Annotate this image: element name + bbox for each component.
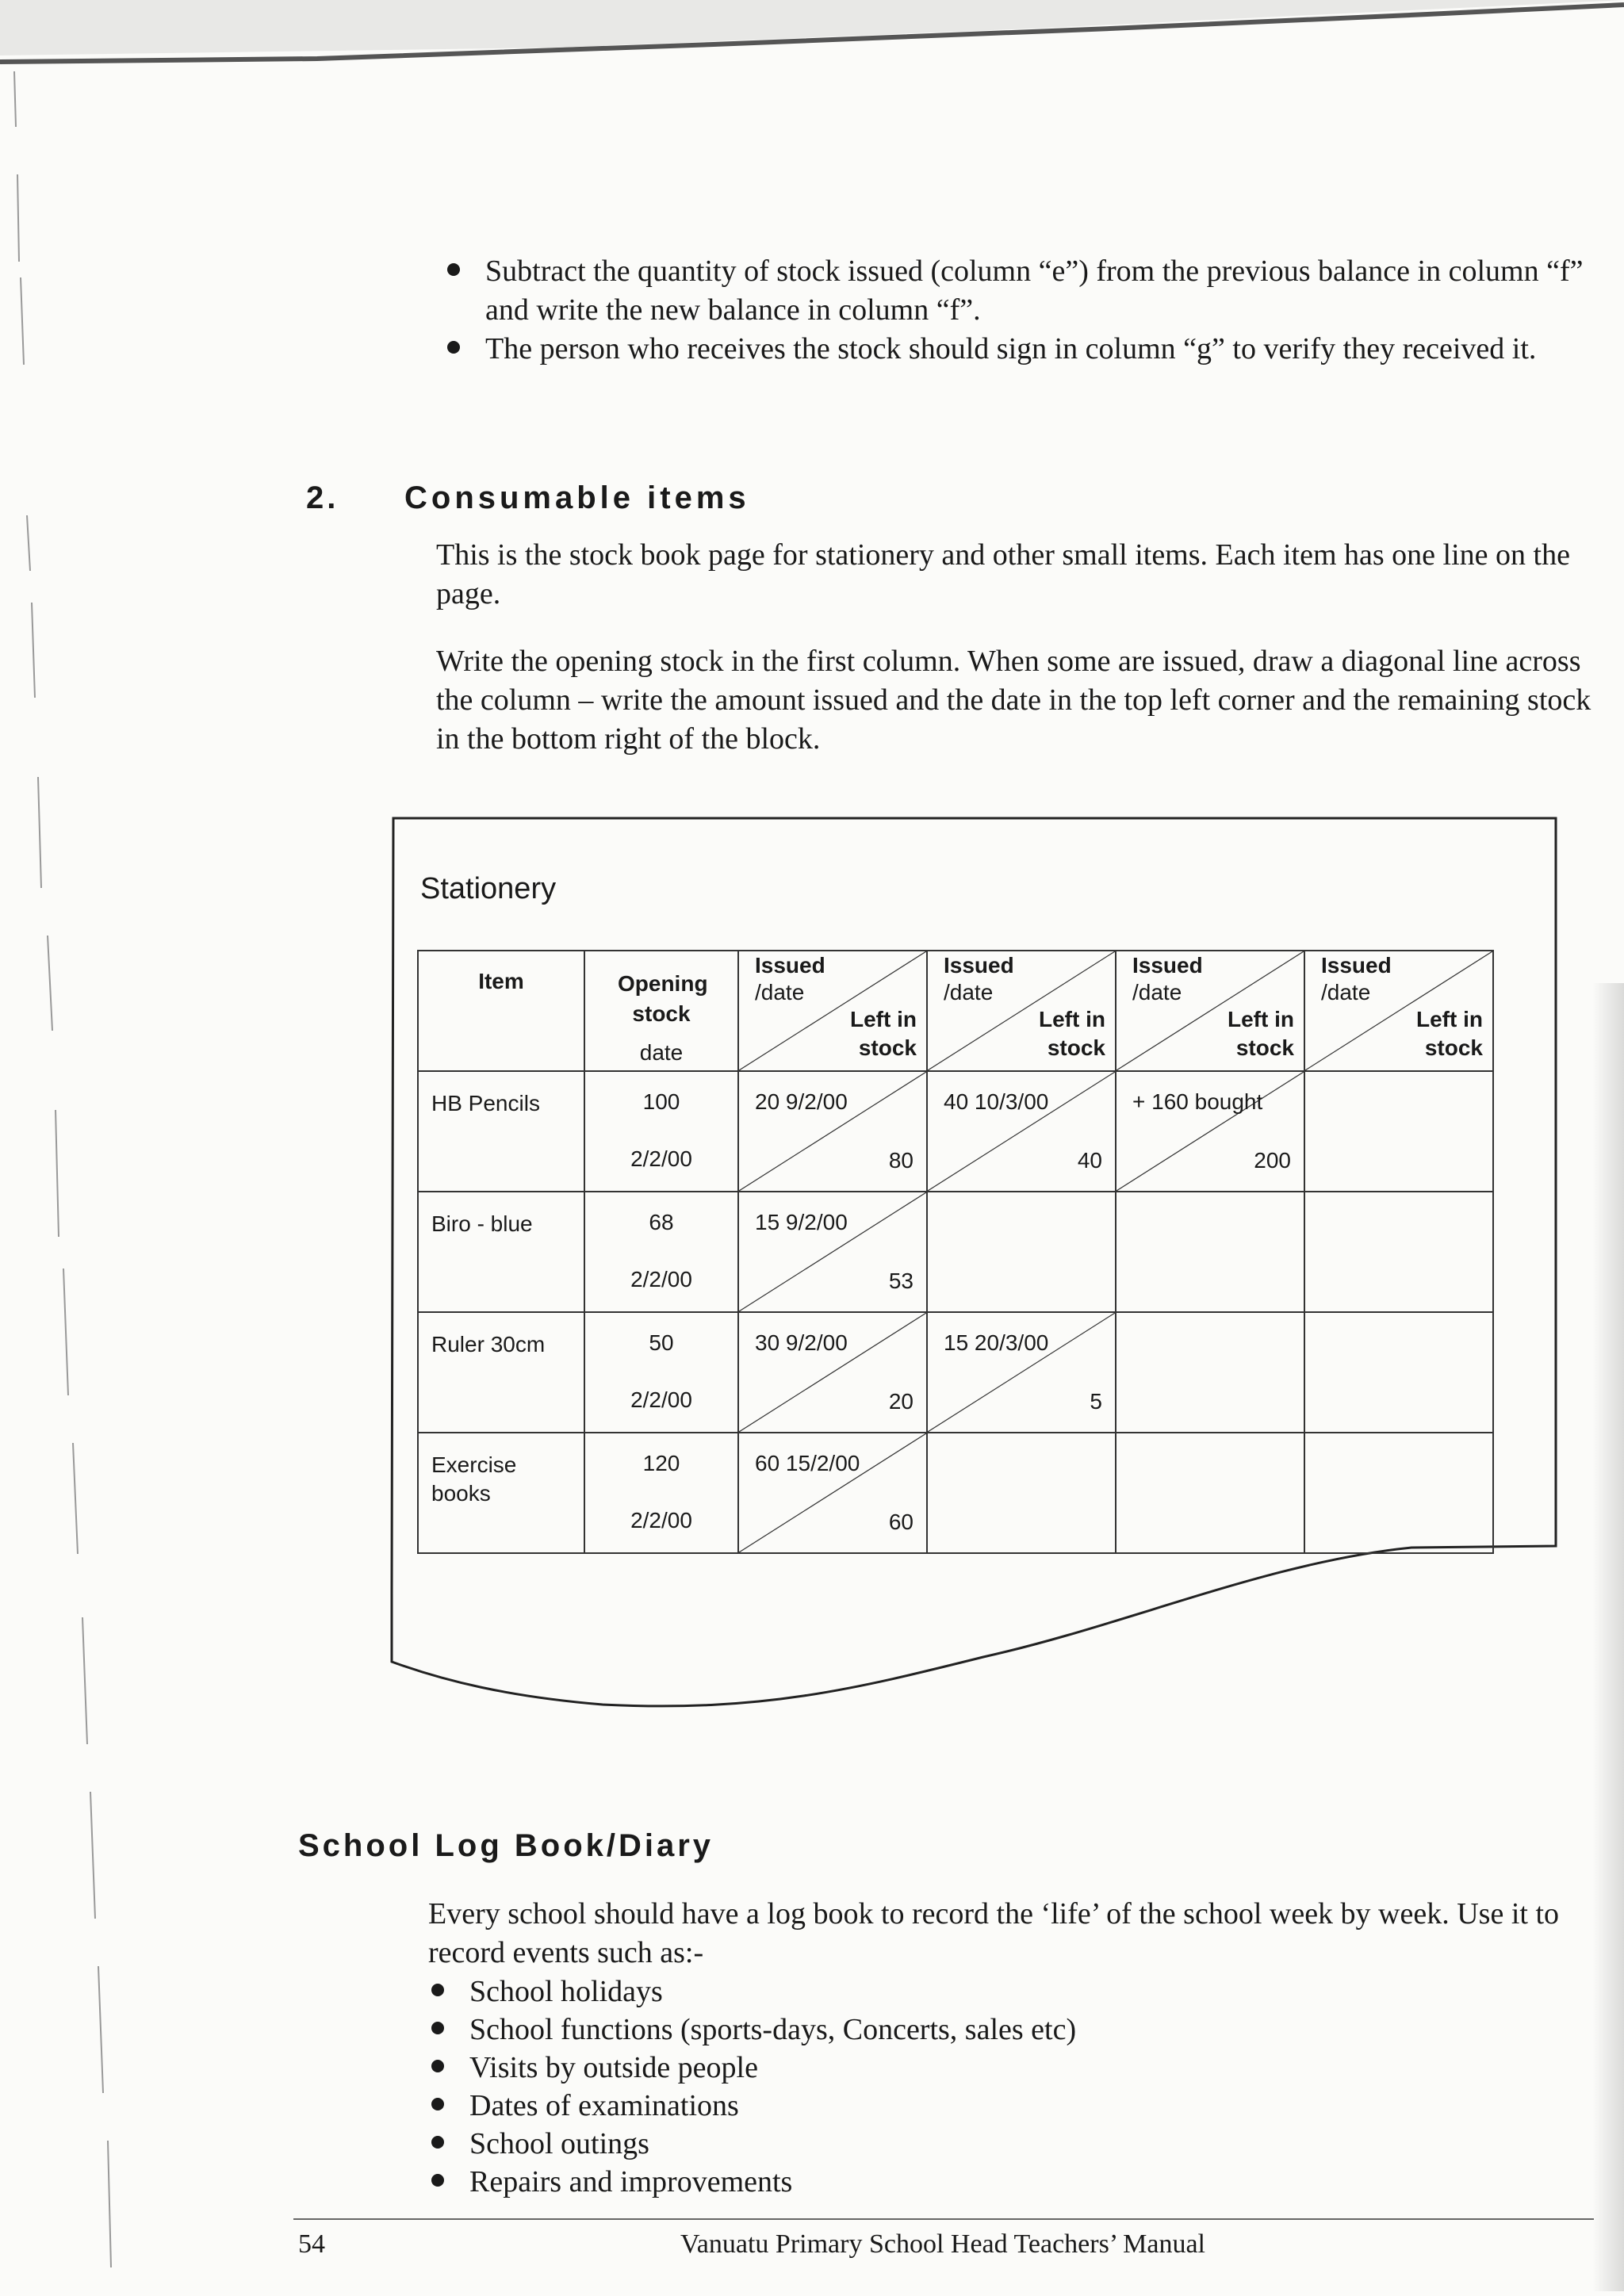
header-issued-2: Issued /date Left in stock (927, 951, 1116, 1071)
section-number: 2. (306, 480, 339, 515)
section-title: Consumable items (404, 480, 750, 515)
list-item: Repairs and improvements (428, 2163, 1586, 2201)
table-row (418, 1433, 1493, 1553)
log-book-intro: Every school should have a log book to record the ‘life’ of the school week by week. Use it to record events such as:- (428, 1897, 1560, 1969)
list-item: The person who receives the stock should sign in column “g” to verify they received it. (444, 330, 1602, 369)
bullet-icon (431, 2098, 444, 2110)
cell-issued (1304, 1071, 1493, 1192)
cell-issued (1116, 1192, 1304, 1312)
list-item: School functions (sports-days, Concerts, sales etc) (428, 2011, 1586, 2049)
bullet-icon (431, 2060, 444, 2072)
table-row (418, 1192, 1493, 1312)
log-book-title: School Log Book/Diary (298, 1828, 714, 1863)
cell-issued (1116, 1312, 1304, 1433)
list-item: School holidays (428, 1973, 1586, 2011)
cell-item: Exercise books (418, 1433, 584, 1553)
cell-item: Ruler 30cm (418, 1312, 584, 1433)
cell-issued: 15 9/2/00 53 (738, 1192, 927, 1312)
table-row (418, 1071, 1493, 1192)
table-row (418, 1312, 1493, 1433)
cell-issued: 30 9/2/00 20 (738, 1312, 927, 1433)
cell-issued (1116, 1433, 1304, 1553)
list-item: School outings (428, 2125, 1586, 2163)
stationery-stock-table (417, 950, 1494, 1554)
page-number: 54 (298, 2229, 325, 2259)
header-issued-3: Issued /date Left in stock (1116, 951, 1304, 1071)
cell-issued: + 160 bought 200 (1116, 1071, 1304, 1192)
cell-item: HB Pencils (418, 1071, 584, 1192)
footer-rule (293, 2218, 1594, 2220)
cell-item: Biro - blue (418, 1192, 584, 1312)
cell-opening: 50 2/2/00 (584, 1312, 738, 1433)
bullet-icon (431, 2022, 444, 2034)
cell-issued (927, 1433, 1116, 1553)
cell-issued: 40 10/3/00 40 (927, 1071, 1116, 1192)
cell-issued (1304, 1192, 1493, 1312)
list-item: Subtract the quantity of stock issued (column “e”) from the previous balance in column “f” and write the new balance in column “f”. (444, 252, 1602, 330)
cell-issued (927, 1192, 1116, 1312)
cell-opening: 120 2/2/00 (584, 1433, 738, 1553)
cell-issued (1304, 1433, 1493, 1553)
list-item: Visits by outside people (428, 2049, 1586, 2087)
header-item: Item (418, 951, 584, 1071)
stock-page-title: Stationery (420, 872, 557, 905)
cell-issued (1304, 1312, 1493, 1433)
bullet-icon (431, 2136, 444, 2149)
header-issued-1: Issued /date Left in stock (738, 951, 927, 1071)
cell-opening: 68 2/2/00 (584, 1192, 738, 1312)
header-opening: Opening stock date (584, 951, 738, 1071)
header-issued-4: Issued /date Left in stock (1304, 951, 1493, 1071)
cell-issued: 60 15/2/00 60 (738, 1433, 927, 1553)
section-paragraph-2: Write the opening stock in the first column. When some are issued, draw a diagonal line across the column – write the amount issued and the date in the top left corner and the remaining stock in the bottom right of the block. (436, 645, 1591, 756)
cell-issued: 15 20/3/00 5 (927, 1312, 1116, 1433)
list-item: Dates of examinations (428, 2087, 1586, 2125)
footer-text: Vanuatu Primary School Head Teachers’ Manual (680, 2229, 1205, 2259)
bullet-icon (431, 2174, 444, 2187)
table-header-row (418, 951, 1493, 1071)
cell-opening: 100 2/2/00 (584, 1071, 738, 1192)
bullet-icon (431, 1984, 444, 1996)
cell-issued: 20 9/2/00 80 (738, 1071, 927, 1192)
section-paragraph-1: This is the stock book page for stationery and other small items. Each item has one line on the page. (436, 538, 1570, 610)
log-book-list (428, 1973, 1586, 2201)
